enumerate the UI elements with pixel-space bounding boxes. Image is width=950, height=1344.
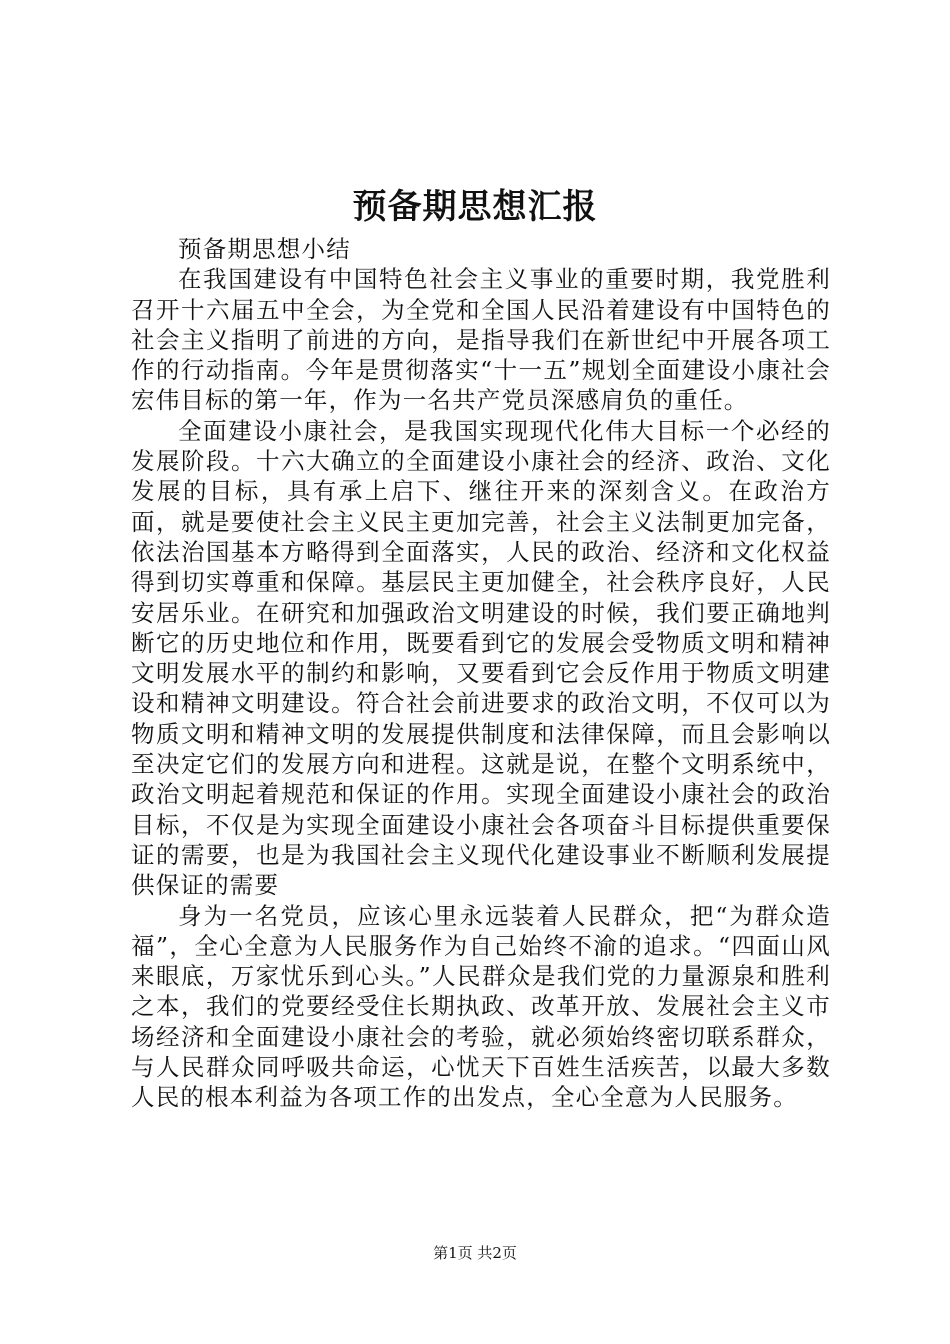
paragraph-1: 在我国建设有中国特色社会主义事业的重要时期，我党胜利召开十六届五中全会，为全党和全国人民沿着建设有中国特色的社会主义指明了前进的方向，是指导我们在新世纪中开展各项工作的行动指南。今年是贯彻落实“十一五”规划全面建设小康社会宏伟目标的第一年，作为一名共产党员深感肩负的重任。 [131, 265, 831, 415]
paragraph-2: 全面建设小康社会，是我国实现现代化伟大目标一个必经的发展阶段。十六大确立的全面建设小康社会的经济、政治、文化发展的目标，具有承上启下、继往开来的深刻含义。在政治方面，就是要使社会主义民主更加完善，社会主义法制更加完备，依法治国基本方略得到全面落实，人民的政治、经济和文化权益得到切实尊重和保障。基层民主更加健全，社会秩序良好，人民安居乐业。在研究和加强政治文明建设的时候，我们要正确地判断它的历史地位和作用，既要看到它的发展会受物质文明和精神文明发展水平的制约和影响，又要看到它会反作用于物质文明建设和精神文明建设。符合社会前进要求的政治文明，不仅可以为物质文明和精神文明的发展提供制度和法律保障，而且会影响以至决定它们的发展方向和进程。这就是说，在整个文明系统中，政治文明起着规范和保证的作用。实现全面建设小康社会的政治目标，不仅是为实现全面建设小康社会各项奋斗目标提供重要保证的需要，也是为我国社会主义现代化建设事业不断顺利发展提供保证的需要 [131, 416, 831, 900]
document-body [131, 234, 831, 1113]
document-title: 预备期思想汇报 [352, 187, 598, 227]
document-subtitle: 预备期思想小结 [178, 235, 351, 263]
paragraph-3: 身为一名党员，应该心里永远装着人民群众，把“为群众造福”，全心全意为人民服务作为自己始终不渝的追求。“四面山风来眼底，万家忧乐到心头。”人民群众是我们党的力量源泉和胜利之本，我们的党要经受住长期执政、改革开放、发展社会主义市场经济和全面建设小康社会的考验，就必须始终密切联系群众，与人民群众同呼吸共命运，心忧天下百姓生活疾苦，以最大多数人民的根本利益为各项工作的出发点，全心全意为人民服务。 [131, 901, 831, 1112]
page-number-footer: 第1页 共2页 [433, 1244, 517, 1262]
